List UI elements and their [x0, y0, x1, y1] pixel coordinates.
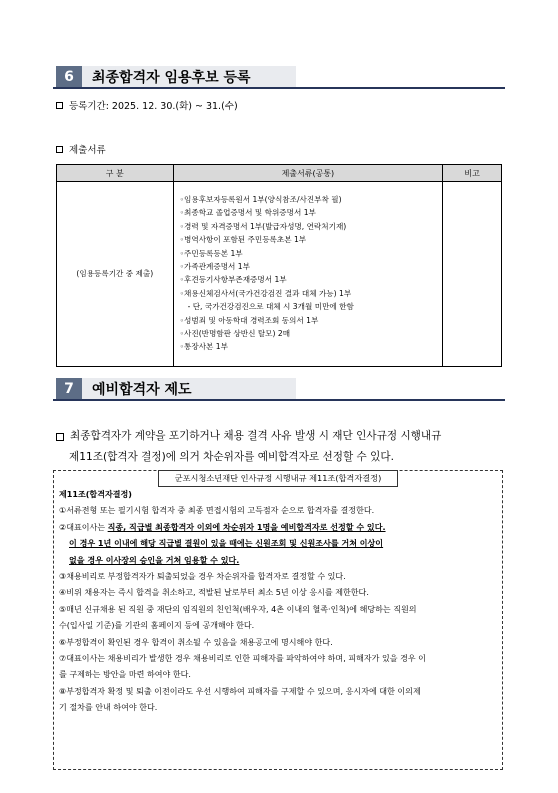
- divider: [53, 87, 505, 89]
- list-item: ◦주민등록등본 1부: [179, 248, 243, 258]
- rule-line: ③채용비리로 부정합격자가 퇴출되었을 경우 차순위자를 합격자로 결정할 수 있다.: [59, 572, 346, 582]
- square-bullet-icon: [56, 433, 64, 441]
- section-6-header: [56, 66, 296, 87]
- rule-line: ⑤매년 신규채용 된 직원 중 재단의 임직원의 친인척(배우자, 4촌 이내의 혈족·인척)에 해당하는 직원의: [59, 604, 417, 614]
- list-item: ◦통장사본 1부: [179, 342, 228, 352]
- list-item: ◦후견등기사항부존재증명서 1부: [179, 275, 287, 285]
- table-header-row: [57, 165, 502, 182]
- section-title: 최종합격자 임용후보 등록: [82, 66, 296, 87]
- list-item: ◦사진(반명함판 상반신 탈모) 2매: [179, 329, 291, 339]
- rule-line: 기 절차를 안내 하여야 한다.: [59, 703, 158, 713]
- article-title: 제11조(합격자결정): [59, 490, 132, 499]
- column-header: 구 분: [57, 165, 174, 182]
- square-bullet-icon: [56, 146, 63, 153]
- list-item: ◦임용후보자등록원서 1부(양식참조/사진부착 필): [179, 195, 342, 204]
- documents-list: [173, 182, 443, 367]
- list-item: ◦최종학교 졸업증명서 및 학위증명서 1부: [179, 208, 316, 218]
- rule-line: ①서류전형 또는 필기시험 합격자 중 최종 면접시험의 고득점자 순으로 합격자를 결정한다.: [59, 506, 375, 516]
- column-header: 제출서류(공통): [173, 165, 443, 182]
- rule-line: 없을 경우 이사장의 승인을 거쳐 임용할 수 있다.: [69, 555, 240, 565]
- column-header: 비고: [443, 165, 502, 182]
- rule-line: ④비위 채용자는 즉시 합격을 취소하고, 적발된 날로부터 최소 5년 이상 응시를 제한한다.: [59, 588, 369, 598]
- remarks-cell: [443, 182, 502, 367]
- list-item: ◦가족관계증명서 1부: [179, 262, 250, 272]
- rule-line: 를 구제하는 방안을 마련 하여야 한다.: [59, 670, 191, 680]
- divider: [53, 399, 505, 401]
- category-cell: (임용등록기간 중 제출): [57, 182, 174, 367]
- regulation-box-title: 군포시청소년재단 인사규정 시행내규 제11조(합격자결정): [158, 470, 398, 487]
- list-item: ◦경력 및 자격증명서 1부(발급자성명, 연락처기재): [179, 221, 347, 231]
- reserve-paragraph: 최종합격자가 계약을 포기하거나 채용 결격 사유 발생 시 재단 인사규정 시행내규 제11조(합격자 결정)에 의거 차순위자를 예비합격자로 선정할 수 있다.: [56, 426, 516, 468]
- rule-line: ⑦대표이사는 채용비리가 발생한 경우 채용비리로 인한 피해자를 파악하여야 하며, 피해자가 있을 경우 이: [59, 654, 426, 664]
- list-item: - 단, 국가건강검진으로 대체 시 3개월 미만에 한함: [187, 302, 354, 312]
- documents-table: [56, 164, 502, 367]
- section-number: 7: [56, 378, 82, 399]
- rule-line: ⑥부정합격이 확인된 경우 합격이 취소될 수 있음을 채용공고에 명시해야 한다.: [59, 637, 333, 647]
- table-row: [57, 182, 502, 367]
- documents-heading: 제출서류: [56, 142, 106, 156]
- list-item: ◦병역사항이 포함된 주민등록초본 1부: [179, 235, 307, 245]
- regulation-text: [59, 487, 503, 717]
- rule-line: 수(입사일 기준)를 기관의 홈페이지 등에 공개해야 한다.: [59, 621, 255, 631]
- list-item: ◦성범죄 및 아동학대 경력조회 동의서 1부: [179, 315, 319, 325]
- list-item: ◦채용신체검사서(국가건강검진 결과 대체 가능) 1부: [179, 288, 352, 298]
- section-number: 6: [56, 66, 82, 87]
- rule-line: ②대표이사는 직종, 직급별 최종합격자 이외에 차순위자 1명을 예비합격자로 선정할 수 있다.: [59, 522, 386, 532]
- section-title: 예비합격자 제도: [82, 378, 296, 399]
- square-bullet-icon: [56, 102, 63, 109]
- registration-period: 등록기간: 2025. 12. 30.(화) ~ 31.(수): [56, 98, 238, 112]
- rule-line: 이 경우 1년 이내에 해당 직급별 결원이 있을 때에는 신원조회 및 신원조사를 거쳐 이상이: [69, 539, 384, 549]
- section-7-header: [56, 378, 296, 399]
- rule-line: ⑧부정합격자 확정 및 퇴출 이전이라도 우선 시행하여 피해자를 구제할 수 있으며, 응시자에 대한 이의제: [59, 686, 421, 696]
